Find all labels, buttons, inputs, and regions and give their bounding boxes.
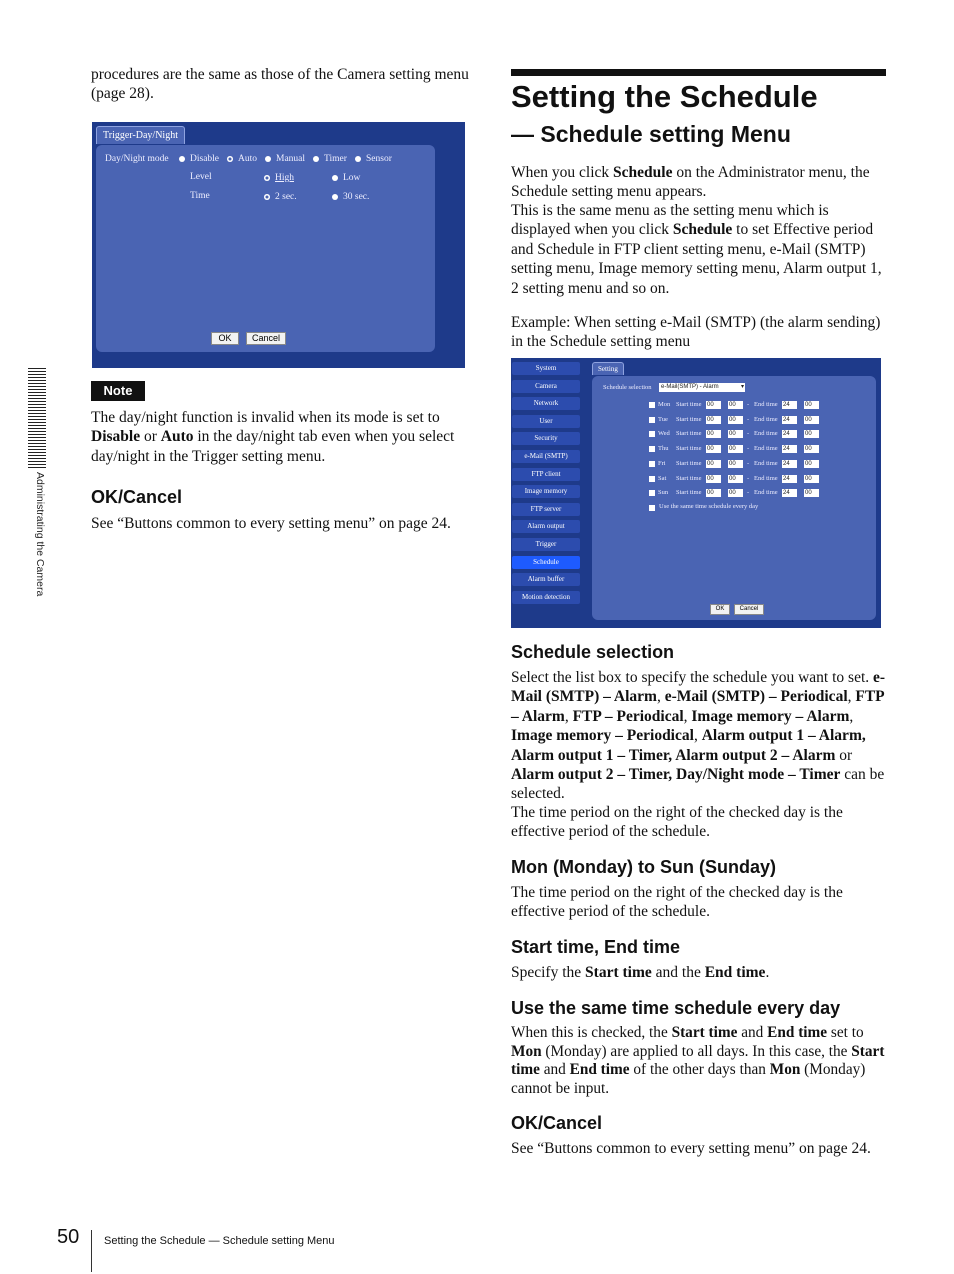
same-time-checkbox[interactable] [649, 505, 655, 511]
note-text: The day/night function is invalid when its mode is set to Disable or Auto in the day/night tab even when you select day/night in the Trigger setting menu. [91, 409, 455, 465]
same-time-label: Use the same time schedule every day [659, 503, 759, 510]
start-minute-input-tue[interactable]: 00 [728, 416, 743, 424]
time-dash: - [747, 445, 750, 453]
start-time-label: Start time [676, 474, 702, 482]
time-dash: - [747, 401, 750, 408]
start-hour-input-tue[interactable]: 00 [706, 416, 721, 424]
day-label-tue: Tue [658, 415, 668, 423]
okcancel-heading-right: OK/Cancel [511, 1113, 603, 1133]
start-time-label: Start time [676, 430, 702, 438]
day-checkbox-wed[interactable] [649, 431, 655, 437]
level-low[interactable]: Low [332, 173, 360, 183]
start-minute-input-sat[interactable]: 00 [728, 475, 743, 483]
okcancel-heading-left: OK/Cancel [91, 487, 183, 507]
radio-icon [179, 156, 185, 162]
start-minute-input-fri[interactable]: 00 [728, 460, 743, 468]
okcancel-text-right: See “Buttons common to every setting menu” on page 24. [511, 1140, 871, 1157]
intro-paragraph: procedures are the same as those of the Camera setting menu (page 28). [91, 66, 469, 103]
end-hour-input-fri[interactable]: 24 [782, 460, 797, 468]
cancel-button[interactable]: Cancel [246, 332, 286, 345]
page-title: Setting the Schedule [511, 79, 818, 114]
start-end-heading: Start time, End time [511, 937, 681, 957]
radio-icon [313, 156, 319, 162]
mode-label: Day/Night mode [105, 154, 169, 164]
mode-manual[interactable]: Manual [265, 154, 305, 164]
radio-selected-icon [264, 194, 270, 200]
ok-button[interactable]: OK [211, 332, 239, 345]
day-checkbox-thu[interactable] [649, 446, 655, 452]
end-time-label: End time [754, 489, 778, 497]
start-hour-input-mon[interactable]: 00 [706, 401, 721, 409]
end-minute-input-fri[interactable]: 00 [804, 460, 819, 468]
nav-item-system[interactable]: System [512, 362, 580, 375]
schedule-panel [592, 376, 876, 620]
start-minute-input-mon[interactable]: 00 [728, 401, 743, 409]
nav-item-user[interactable]: User [512, 415, 580, 428]
end-minute-input-wed[interactable]: 00 [804, 430, 819, 438]
start-hour-input-thu[interactable]: 00 [706, 445, 721, 453]
ok-button-schedule[interactable]: OK [710, 604, 730, 615]
schedule-selection-heading: Schedule selection [511, 642, 675, 662]
intro-p1: When you click Schedule on the Administrator menu, the Schedule setting menu appears. [511, 164, 870, 201]
nav-item-network[interactable]: Network [512, 397, 580, 410]
nav-item-e-mail-smtp[interactable]: e-Mail (SMTP) [512, 450, 580, 463]
nav-item-alarm-buffer[interactable]: Alarm buffer [512, 573, 580, 586]
time-2sec[interactable]: 2 sec. [264, 192, 297, 202]
start-hour-input-sat[interactable]: 00 [706, 475, 721, 483]
schedule-selection-text: Select the list box to specify the schedule you want to set. e-Mail (SMTP) – Alarm, e-Mail (SMTP) – Periodical, FTP – Alarm, FTP – Periodical, Image memory – Alarm, Image memory – Periodical, Alarm output 1 – Alarm, Alarm output 1 – Timer, Alarm output 2 – Alarm or Alarm output 2 – Timer, Day/Night mode – Timer can be selected. [511, 669, 886, 803]
start-hour-input-sun[interactable]: 00 [706, 489, 721, 497]
radio-icon [355, 156, 361, 162]
time-dash: - [747, 430, 750, 438]
nav-item-image-memory[interactable]: Image memory [512, 485, 580, 498]
same-time-text: When this is checked, the Start time and End time set to Mon (Monday) are applied to all days. In this case, the Start time and End time of the other days than Mon (Monday) cannot be input. [511, 1024, 885, 1097]
radio-selected-icon [227, 156, 233, 162]
start-time-label: Start time [676, 401, 702, 408]
nav-item-camera[interactable]: Camera [512, 380, 580, 393]
start-minute-input-thu[interactable]: 00 [728, 445, 743, 453]
okcancel-text-left: See “Buttons common to every setting menu” on page 24. [91, 515, 451, 532]
end-hour-input-tue[interactable]: 24 [782, 416, 797, 424]
start-minute-input-sun[interactable]: 00 [728, 489, 743, 497]
mode-auto[interactable]: Auto [227, 154, 257, 164]
end-minute-input-tue[interactable]: 00 [804, 416, 819, 424]
start-minute-input-wed[interactable]: 00 [728, 430, 743, 438]
radio-icon [265, 156, 271, 162]
radio-icon [332, 175, 338, 181]
day-checkbox-sat[interactable] [649, 476, 655, 482]
end-hour-input-wed[interactable]: 24 [782, 430, 797, 438]
nav-item-schedule[interactable]: Schedule [512, 556, 580, 569]
time-dash: - [747, 459, 750, 467]
tab-trigger-daynight[interactable]: Trigger-Day/Night [96, 126, 185, 144]
day-label-wed: Wed [658, 430, 670, 438]
nav-item-security[interactable]: Security [512, 432, 580, 445]
day-checkbox-fri[interactable] [649, 461, 655, 467]
start-time-label: Start time [676, 415, 702, 423]
nav-item-motion-detection[interactable]: Motion detection [512, 591, 580, 604]
end-hour-input-sat[interactable]: 24 [782, 475, 797, 483]
day-checkbox-tue[interactable] [649, 417, 655, 423]
time-dash: - [747, 474, 750, 482]
end-minute-input-sat[interactable]: 00 [804, 475, 819, 483]
end-minute-input-mon[interactable]: 00 [804, 401, 819, 409]
day-label-fri: Fri [658, 459, 666, 467]
example-text: Example: When setting e-Mail (SMTP) (the alarm sending) in the Schedule setting menu [511, 314, 881, 351]
end-time-label: End time [754, 401, 778, 408]
end-time-label: End time [754, 459, 778, 467]
trigger-daynight-screenshot [92, 122, 465, 368]
radio-icon [332, 194, 338, 200]
start-time-label: Start time [676, 459, 702, 467]
chevron-down-icon: ▾ [740, 384, 744, 390]
day-label-mon: Mon [658, 401, 671, 408]
day-label-sat: Sat [658, 474, 667, 482]
day-label-sun: Sun [658, 489, 669, 497]
footer-divider [91, 1230, 92, 1272]
note-label: Note [91, 381, 145, 401]
tab-setting[interactable]: Setting [592, 362, 624, 375]
level-high[interactable]: High [264, 173, 294, 183]
schedule-selection-select[interactable]: e-Mail(SMTP) - Alarm ▾ [661, 384, 744, 390]
end-time-label: End time [754, 415, 778, 423]
title-rule [511, 69, 886, 76]
mon-sun-heading: Mon (Monday) to Sun (Sunday) [511, 857, 776, 877]
running-title: Setting the Schedule — Schedule setting Menu [104, 1235, 335, 1247]
end-time-label: End time [754, 445, 778, 453]
nav-item-trigger[interactable]: Trigger [512, 538, 580, 551]
page-number: 50 [57, 1226, 80, 1248]
radio-selected-icon [264, 175, 270, 181]
end-minute-input-thu[interactable]: 00 [804, 445, 819, 453]
end-time-label: End time [754, 430, 778, 438]
start-time-label: Start time [676, 489, 702, 497]
nav-item-ftp-server[interactable]: FTP server [512, 503, 580, 516]
side-tab-marker [28, 368, 46, 468]
end-hour-input-mon[interactable]: 24 [782, 401, 797, 409]
page-subtitle: — Schedule setting Menu [511, 121, 791, 147]
end-hour-input-sun[interactable]: 24 [782, 489, 797, 497]
nav-item-ftp-client[interactable]: FTP client [512, 468, 580, 481]
mode-sensor[interactable]: Sensor [355, 154, 392, 164]
side-label: Administrating the Camera [34, 472, 46, 597]
time-dash: - [747, 415, 750, 423]
level-label: Level [190, 172, 212, 182]
start-hour-input-wed[interactable]: 00 [706, 430, 721, 438]
mon-sun-text: The time period on the right of the checked day is the effective period of the schedule. [511, 884, 843, 921]
start-time-label: Start time [676, 445, 702, 453]
day-label-thu: Thu [658, 445, 669, 453]
end-minute-input-sun[interactable]: 00 [804, 489, 819, 497]
start-end-text: Specify the Start time and the End time. [511, 964, 770, 981]
nav-item-alarm-output[interactable]: Alarm output [512, 520, 580, 533]
end-time-label: End time [754, 474, 778, 482]
time-label: Time [190, 191, 210, 201]
mode-timer[interactable]: Timer [313, 154, 347, 164]
schedule-selection-label: Schedule selection [603, 384, 652, 391]
start-hour-input-fri[interactable]: 00 [706, 460, 721, 468]
intro-p2: This is the same menu as the setting menu which is displayed when you click Schedule to set Effective period and Schedule in FTP client setting menu, e-Mail (SMTP) setting menu, Image memory setting menu, Alarm output 1, 2 setting menu and so on. [511, 202, 882, 297]
time-dash: - [747, 489, 750, 497]
day-checkbox-mon[interactable] [649, 402, 655, 408]
time-30sec[interactable]: 30 sec. [332, 192, 369, 202]
day-checkbox-sun[interactable] [649, 490, 655, 496]
schedule-selection-text-2: The time period on the right of the checked day is the effective period of the schedule. [511, 804, 843, 841]
end-hour-input-thu[interactable]: 24 [782, 445, 797, 453]
mode-disable[interactable]: Disable [179, 154, 219, 164]
same-time-heading: Use the same time schedule every day [511, 998, 841, 1018]
cancel-button-schedule[interactable]: Cancel [734, 604, 764, 615]
